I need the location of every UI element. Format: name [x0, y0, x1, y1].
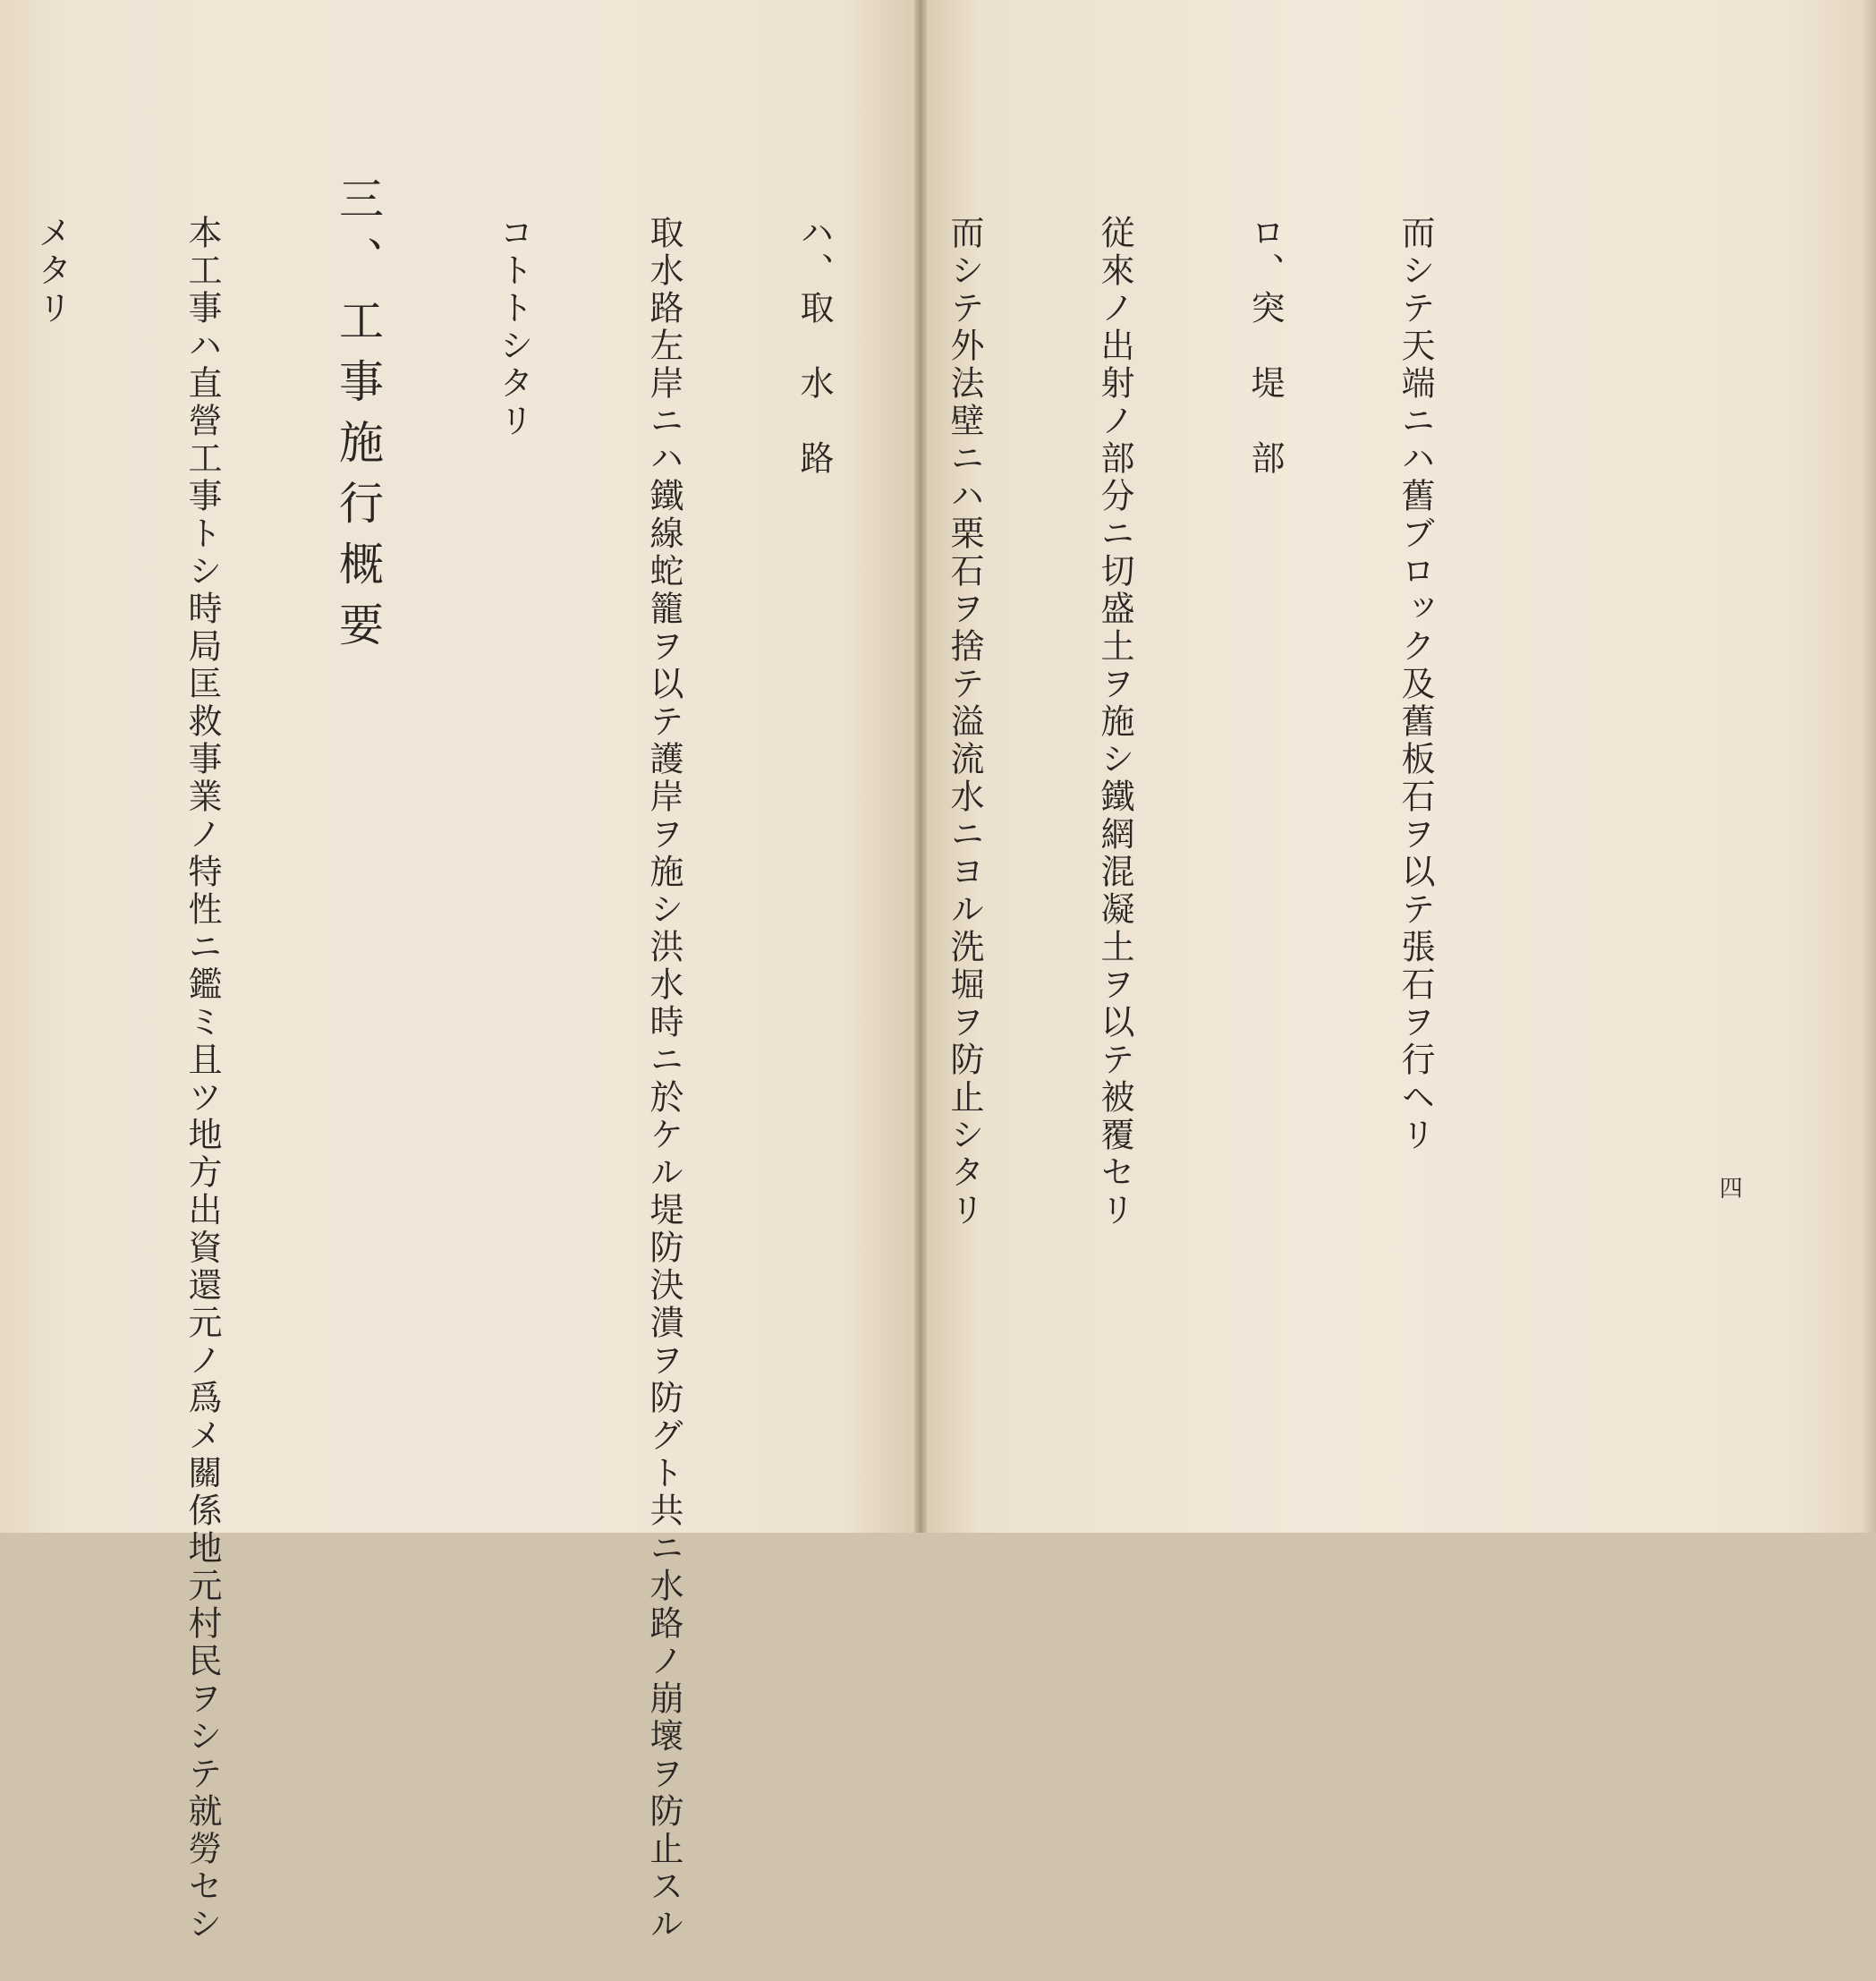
page-edge [1861, 0, 1876, 1533]
text-line: 而シテ外法壁ニハ栗石ヲ捨テ溢流水ニヨル洗堀ヲ防止シタリ [945, 215, 984, 1229]
text-line: コトトシタリ [494, 215, 533, 440]
body-line: 本工事ハ直營工事トシ時局匡救事業ノ特性ニ鑑ミ且ツ地方出資還元ノ爲メ關係地元村民ヲシテ就勞セシ [183, 215, 222, 1943]
text-line: 而シテ天端ニハ舊ブロック及舊板石ヲ以テ張石ヲ行ヘリ [1396, 215, 1435, 1154]
vertical-text-block [0, 175, 1541, 1943]
page-number: 四 [1719, 1176, 1744, 1203]
text-line: ハ、取 水 路 [794, 215, 834, 478]
text-line: 取水路左岸ニハ鐵線蛇籠ヲ以テ護岸ヲ施シ洪水時ニ於ケル堤防決潰ヲ防グト共ニ水路ノ崩壞ヲ防止スル [644, 215, 683, 1943]
section-heading: 三、工事施行概要 [332, 175, 384, 662]
body-line: メタリ [32, 215, 72, 327]
text-line: ロ、突 堤 部 [1245, 215, 1285, 478]
text-line: 従來ノ出射ノ部分ニ切盛土ヲ施シ鐵網混凝土ヲ以テ被覆セリ [1095, 215, 1134, 1229]
